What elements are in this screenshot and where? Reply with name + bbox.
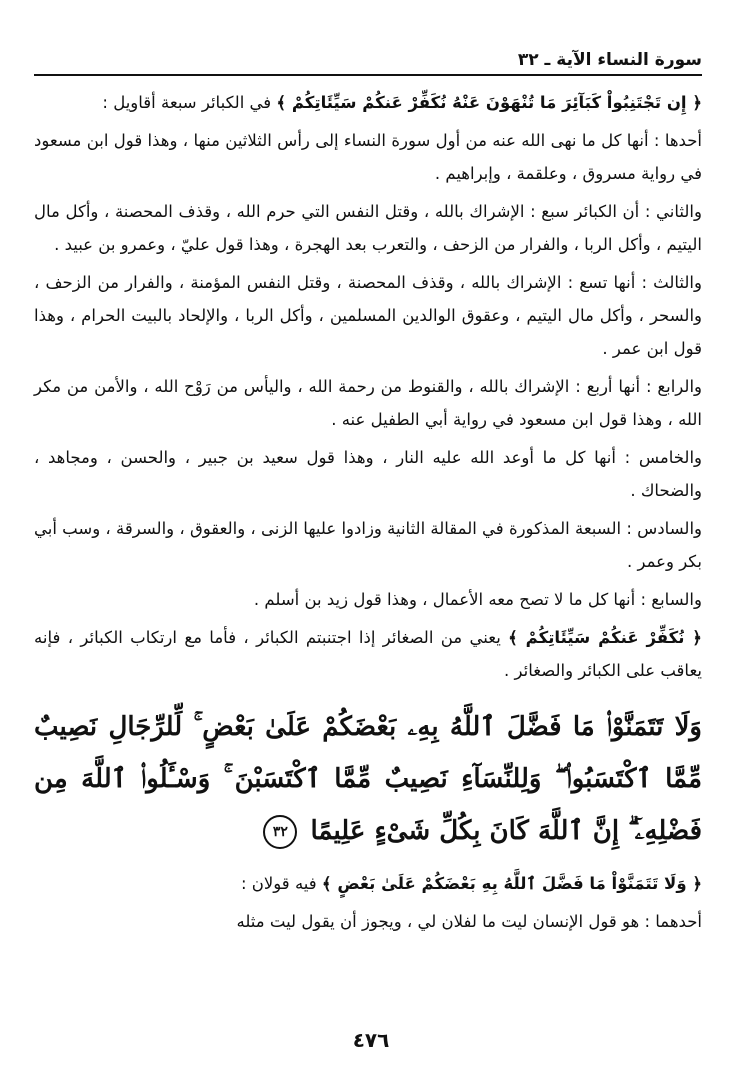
paragraph-intro <box>34 86 702 119</box>
paragraph-text: أنها أربع : الإشراك بالله ، والقنوط من رحمة الله ، واليأس من رَوْح الله ، والأمن من مكر الله ، وهذا قول ابن مسعود في رواية أبي الطفيل عنه . <box>34 377 702 429</box>
paragraph-lead: أحدهما : <box>644 912 702 931</box>
paragraph-opinion-1 <box>34 124 702 190</box>
paragraph-opinion-2 <box>34 195 702 261</box>
paragraph-text: في الكبائر سبعة أقاويل : <box>102 93 277 112</box>
paragraph-lead: أحدها : <box>653 131 702 150</box>
paragraph-opinion-4 <box>34 370 702 436</box>
verse-number-badge: ٣٢ <box>263 815 297 849</box>
paragraph-lead: والسادس : <box>626 519 702 538</box>
paragraph-text: هو قول الإنسان ليت ما لفلان لي ، ويجوز أن يقول ليت مثله <box>236 912 645 931</box>
running-header <box>34 46 702 76</box>
paragraph-commentary-1 <box>34 905 702 938</box>
paragraph-text: أنها تسع : الإشراك بالله ، وقذف المحصنة ، وقتل النفس المؤمنة ، والفرار من الزحف ، والسحر ، وأكل مال اليتيم ، وعقوق الوالدين المسلمين ، وأكل الربا ، والإلحاد بالبيت الحرام ، وهذا قول ابن عمر . <box>34 273 702 358</box>
paragraph-text: السبعة المذكورة في المقالة الثانية وزادوا عليها الزنى ، والعقوق ، والسرقة ، وسب أبي بكر وعمر . <box>34 519 702 571</box>
paragraph-text: أنها كل ما نهى الله عنه من أول سورة النساء إلى رأس الثلاثين منها ، وهذا قول ابن مسعود في رواية مسروق ، وعلقمة ، وإبراهيم . <box>34 131 702 183</box>
paragraph-opinion-7 <box>34 583 702 616</box>
paragraph-text: أن الكبائر سبع : الإشراك بالله ، وقتل النفس التي حرم الله ، وقذف المحصنة ، وأكل مال اليتيم ، وأكل الربا ، والفرار من الزحف ، والتعرب بعد الهجرة ، وهذا قول عليّ ، وعمرو بن عبيد . <box>34 202 702 254</box>
paragraph-text: أنها كل ما لا تصح معه الأعمال ، وهذا قول زيد بن أسلم . <box>253 590 641 609</box>
paragraph-opinion-5 <box>34 441 702 507</box>
paragraph-text: فيه قولان : <box>240 874 322 893</box>
paragraph-text: يعني من الصغائر إذا اجتنبتم الكبائر ، فأما مع ارتكاب الكبائر ، فإنه يعاقب على الكبائر والصغائر . <box>34 628 702 680</box>
paragraph-opinion-6 <box>34 512 702 578</box>
paragraph-lead: والرابع : <box>645 377 702 396</box>
paragraph-opinion-3 <box>34 266 702 365</box>
quran-verse <box>34 701 702 857</box>
page-body <box>34 86 702 943</box>
header-title: سورة النساء الآية ـ ٣٢ <box>517 50 702 70</box>
paragraph-lead: والثالث : <box>641 273 702 292</box>
quran-quote: ﴿ إِن تَجْتَنِبُواْ كَبَآئِرَ مَا تُنْهَوْنَ عَنْهُ نُكَفِّرْ عَنكُمْ سَيِّئَاتِكُمْ ﴾ <box>276 93 702 112</box>
paragraph-text: أنها كل ما أوعد الله عليه النار ، وهذا قول سعيد بن جبير ، والحسن ، ومجاهد ، والضحاك . <box>34 448 702 500</box>
paragraph-commentary-intro <box>34 867 702 900</box>
paragraph-lead: والثاني : <box>644 202 702 221</box>
quran-quote: ﴿ وَلَا تَتَمَنَّوْاْ مَا فَضَّلَ ٱللَّهُ بِهِ بَعْضَكُمْ عَلَىٰ بَعْضٍ ﴾ <box>321 874 702 893</box>
paragraph-expiation <box>34 621 702 687</box>
verse-text: وَلَا تَتَمَنَّوْا۟ مَا فَضَّلَ ٱللَّهُ بِهِۦ بَعْضَكُمْ عَلَىٰ بَعْضٍ ۚ لِّلرِّجَالِ نَصِيبٌ مِّمَّا ٱكْتَسَبُوا۟ ۖ وَلِلنِّسَآءِ نَصِيبٌ مِّمَّا ٱكْتَسَبْنَ ۚ وَسْـَٔلُوا۟ ٱللَّهَ مِن فَضْلِهِۦٓ ۗ إِنَّ ٱللَّهَ كَانَ بِكُلِّ شَىْءٍ عَلِيمًا <box>34 712 702 846</box>
paragraph-lead: والسابع : <box>640 590 702 609</box>
page-number: ٤٧٦ <box>352 1028 390 1052</box>
paragraph-lead: والخامس : <box>624 448 703 467</box>
quran-quote: ﴿ نُكَفِّرْ عَنكُمْ سَيِّئَاتِكُمْ ﴾ <box>508 628 702 647</box>
